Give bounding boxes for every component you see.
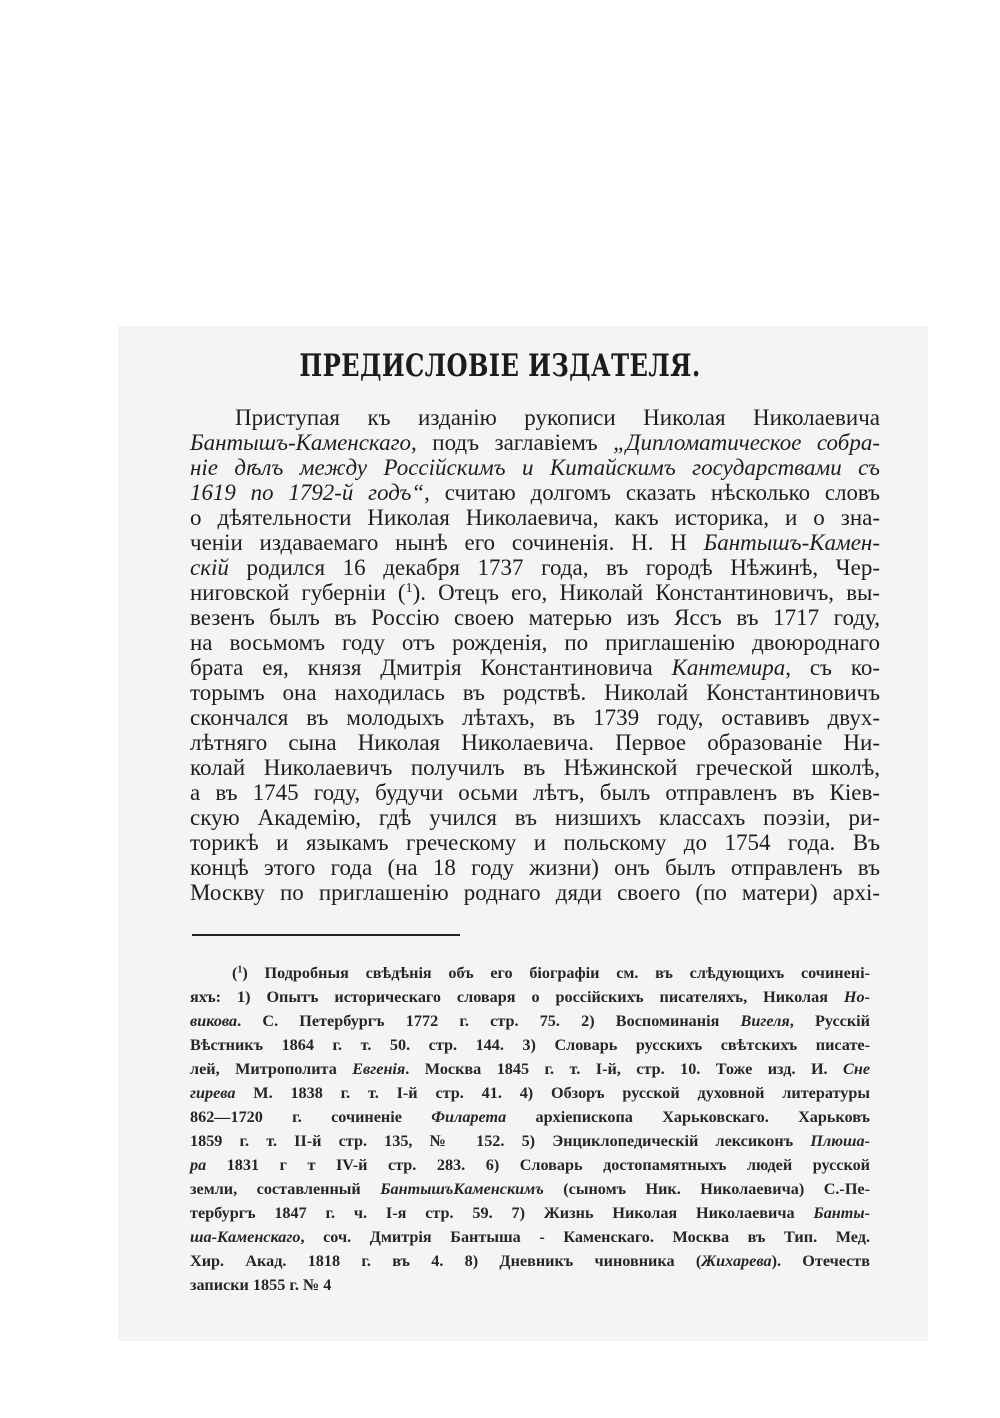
footnote-divider — [192, 934, 460, 936]
footnote-line: гирева М. 1838 г. т. I-й стр. 41. 4) Обзоръ русской духовной литературы — [190, 1084, 870, 1102]
body-line: Приступая къ изданію рукописи Николая Николаевича — [235, 405, 880, 430]
body-line: брата ея, князя Дмитрія Константиновича Кантемира, съ ко- — [190, 655, 880, 680]
footnote-line: ша-Каменскаго, соч. Дмитрія Бантыша - Каменскаго. Москва въ Тип. Мед. — [190, 1228, 870, 1246]
body-line: везенъ былъ въ Россію своею матерью изъ Яссъ въ 1717 году, — [190, 605, 880, 630]
body-line: скій родился 16 декабря 1737 года, въ городѣ Нѣжинѣ, Чер- — [190, 555, 880, 580]
body-line: о дѣятельности Николая Николаевича, какъ историка, и о зна- — [190, 505, 880, 530]
body-line: скончался въ молодыхъ лѣтахъ, въ 1739 году, оставивъ двух- — [190, 705, 880, 730]
footnote-line: тербургъ 1847 г. ч. I-я стр. 59. 7) Жизнь Николая Николаевича Банты- — [190, 1204, 870, 1222]
footnote-line: лей, Митрополита Евгенія. Москва 1845 г. т. I-й, стр. 10. Тоже изд. И. Сне — [190, 1060, 870, 1078]
body-line: ніе дѣлъ между Россійскимъ и Китайскимъ государствами съ — [190, 455, 880, 480]
body-line: концѣ этого года (на 18 году жизни) онъ былъ отправленъ въ — [190, 855, 880, 880]
body-line: на восьмомъ году отъ рожденія, по приглашенію двоюроднаго — [190, 630, 880, 655]
body-line: Бантышъ-Каменскаго, подъ заглавіемъ „Дипломатическое собра- — [190, 430, 880, 455]
footnote-ref: 1 — [405, 580, 413, 597]
body-line: ниговской губерніи ($^1$). Отецъ его, Николай Константиновичъ, вы- — [190, 580, 880, 605]
footnote-marker: 1 — [237, 964, 243, 976]
body-line: а въ 1745 году, будучи осьми лѣтъ, былъ отправленъ въ Кіев- — [190, 780, 880, 805]
footnote-line: викова. С. Петербургъ 1772 г. стр. 75. 2) Воспоминанія Вигеля, Русскій — [190, 1012, 870, 1030]
footnotes — [190, 961, 870, 1297]
footnote-line: земли, составленный БантышъКаменскимъ (сыномъ Ник. Николаевича) С.-Пе- — [190, 1180, 870, 1198]
body-text — [190, 405, 880, 905]
footnote-line: 1859 г. т. II-й стр. 135, № 152. 5) Энциклопедическій лексиконъ Плюша- — [190, 1132, 870, 1150]
footnote-line: яхъ: 1) Опытъ историческаго словаря о россійскихъ писателяхъ, Николая Но- — [190, 988, 870, 1006]
body-line: Москву по приглашенію роднаго дяди своего (по матери) архі- — [190, 880, 880, 905]
body-line: колай Николаевичъ получилъ въ Нѣжинской греческой школѣ, — [190, 755, 880, 780]
page-title: ПРЕДИСЛОВІЕ ИЗДАТЕЛЯ. — [299, 348, 701, 384]
body-line: ченіи издаваемаго нынѣ его сочиненія. Н. Н Бантышъ-Камен- — [190, 530, 880, 555]
footnote-line: ($^1$) Подробныя свѣдѣнія объ его біографіи см. въ слѣдующихъ сочинені- — [232, 964, 870, 982]
body-line: 1619 по 1792-й годъ“, считаю долгомъ сказать нѣсколько словъ — [190, 480, 880, 505]
footnote-line: Вѣстникъ 1864 г. т. 50. стр. 144. 3) Словарь русскихъ свѣтскихъ писате- — [190, 1036, 870, 1054]
footnote-line: Хир. Акад. 1818 г. въ 4. 8) Дневникъ чиновника (Жихарева). Отечеств — [190, 1252, 870, 1270]
body-line: торикѣ и языкамъ греческому и польскому до 1754 года. Въ — [190, 830, 880, 855]
body-line: скую Академію, гдѣ учился въ низшихъ классахъ поэзіи, ри- — [190, 805, 880, 830]
body-line: лѣтняго сына Николая Николаевича. Первое образованіе Ни- — [190, 730, 880, 755]
footnote-line: записки 1855 г. № 4 — [190, 1276, 332, 1294]
footnote-line: ра 1831 г т IV-й стр. 283. 6) Словарь достопамятныхъ людей русской — [190, 1156, 870, 1174]
body-line: торымъ она находилась въ родствѣ. Николай Константиновичъ — [190, 680, 880, 705]
footnote-line: 862—1720 г. сочиненіе Филарета архіепископа Харьковскаго. Харьковъ — [190, 1108, 870, 1126]
